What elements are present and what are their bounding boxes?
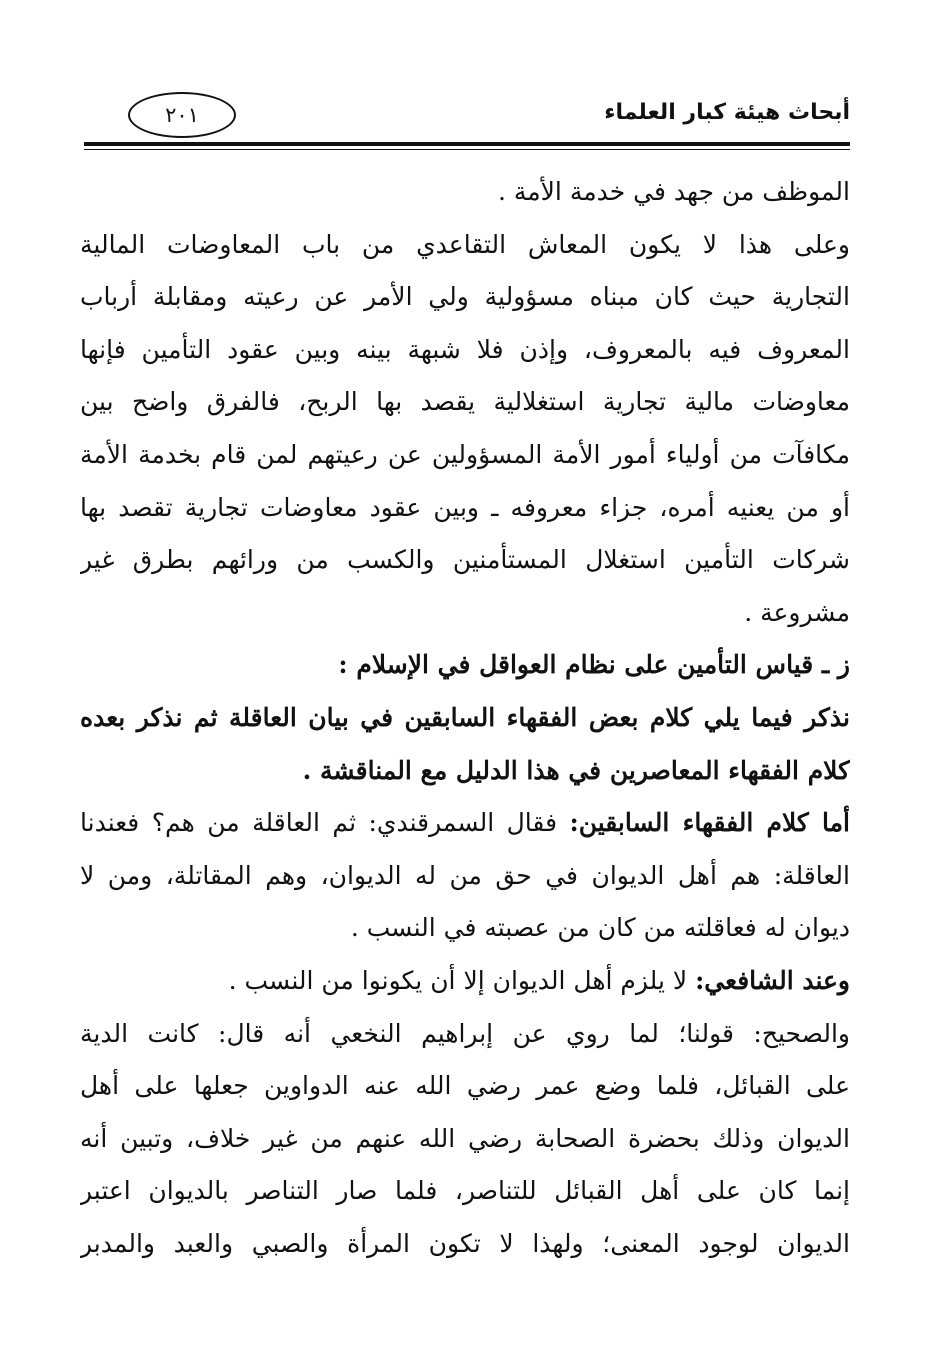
text-line: الديوان وذلك بحضرة الصحابة رضي الله عنهم من غير خلاف، وتبين أنه xyxy=(80,1123,850,1153)
header-rule-thick xyxy=(84,142,850,146)
text-line: ديوان له فعاقلته من كان من عصبته في النسب . xyxy=(350,913,850,943)
text-line: شركات التأمين استغلال المستأمنين والكسب من ورائهم بطرق غير xyxy=(80,545,850,575)
text-line: التجارية حيث كان مبناه مسؤولية ولي الأمر عن رعيته ومقابلة أرباب xyxy=(80,282,850,312)
text-line-bold: نذكر فيما يلي كلام بعض الفقهاء السابقين في بيان العاقلة ثم نذكر بعده xyxy=(80,702,850,732)
text-line: وعلى هذا لا يكون المعاش التقاعدي من باب المعاوضات المالية xyxy=(80,229,850,259)
header-rule-thin xyxy=(84,149,850,150)
page-number: ٢٠١ xyxy=(128,92,236,138)
text-line-bold: كلام الفقهاء المعاصرين في هذا الدليل مع المناقشة . xyxy=(302,755,850,785)
text-line: أو من يعنيه أمره، جزاء معروفه ـ وبين عقود معاوضات تجارية تقصد بها xyxy=(80,492,850,522)
text-line: والصحيح: قولنا؛ لما روي عن إبراهيم النخعي أنه قال: كانت الدية xyxy=(80,1018,850,1048)
text-line: معاوضات مالية تجارية استغلالية يقصد بها الربح، فالفرق واضح بين xyxy=(80,387,850,417)
running-title: أبحاث هيئة كبار العلماء xyxy=(604,100,850,125)
paragraph-lead: أما كلام الفقهاء السابقين: xyxy=(569,808,850,838)
paragraph-lead: وعند الشافعي: xyxy=(695,965,850,995)
text-line: على القبائل، فلما وضع عمر رضي الله عنه الدواوين جعلها على أهل xyxy=(80,1071,850,1101)
text-line: العاقلة: هم أهل الديوان في حق من له الديوان، وهم المقاتلة، ومن لا xyxy=(80,860,850,890)
paragraph-text: لا يلزم أهل الديوان إلا أن يكونوا من النسب . xyxy=(228,965,696,995)
text-line: مكافآت من أولياء أمور الأمة المسؤولين عن رعيتهم لمن قام بخدمة الأمة xyxy=(80,439,850,469)
text-line xyxy=(80,955,850,1008)
text-line: المعروف فيه بالمعروف، وإذن فلا شبهة بينه وبين عقود التأمين فإنها xyxy=(80,334,850,364)
text-line xyxy=(80,797,850,850)
page-header xyxy=(84,92,850,158)
section-heading: ز ـ قياس التأمين على نظام العواقل في الإسلام : xyxy=(338,650,850,680)
text-line: مشروعة . xyxy=(744,597,850,627)
paragraph-text: فقال السمرقندي: ثم العاقلة من هم؟ فعندنا xyxy=(80,808,570,838)
text-line: الديوان لوجود المعنى؛ ولهذا لا تكون المرأة والصبي والعبد والمدبر xyxy=(80,1228,850,1258)
body-text xyxy=(80,166,850,1270)
text-line: الموظف من جهد في خدمة الأمة . xyxy=(497,177,850,206)
text-line: إنما كان على أهل القبائل للتناصر، فلما صار التناصر بالديوان اعتبر xyxy=(80,1176,850,1206)
